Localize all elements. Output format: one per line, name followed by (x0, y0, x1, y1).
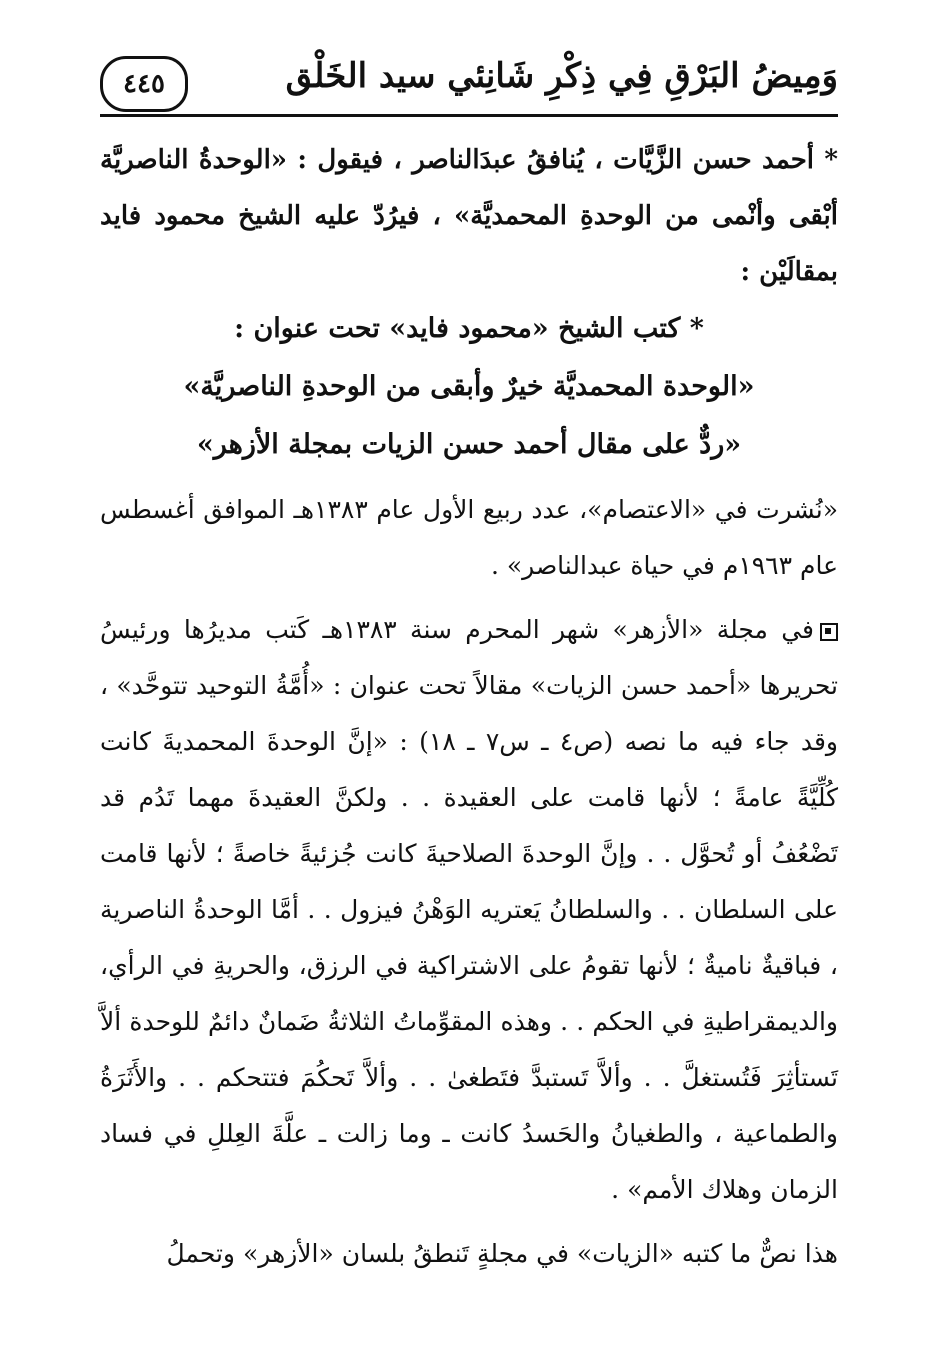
page-header (100, 48, 838, 118)
article-heading-line-3: «ردٌّ على مقال أحمد حسن الزيات بمجلة الأزهر» (196, 429, 742, 460)
paragraph-intro: * أحمد حسن الزَّيَّات ، يُنافقُ عبدَالناصر ، فيقول : «الوحدةُ الناصريَّة أبْقى وأنْمى من الوحدةِ المحمديَّة» ، فيرُدّ عليه الشيخ محمود فايد بمقالَيْن : (100, 145, 838, 287)
page-number-frame (100, 56, 188, 112)
book-title: وَمِيضُ البَرْقِ فِي ذِكْرِ شَانِئي سيد الخَلْق (285, 56, 838, 96)
article-heading-line-1: * كتب الشيخ «محمود فايد» تحت عنوان : (234, 313, 704, 344)
article-heading-line-2: «الوحدة المحمديَّة خيرٌ وأبقى من الوحدةِ الناصريَّة» (183, 371, 755, 402)
paragraph-quote-text: في مجلة «الأزهر» شهر المحرم سنة ١٣٨٣هـ كَتب مديرُها ورئيسُ تحريرها «أحمد حسن الزيات» مقالاً تحت عنوان : «أُمَّةُ التوحيد تتوحَّد» ، وقد جاء فيه ما نصه (ص٤ ـ س٧ ـ ١٨) : «إنَّ الوحدةَ المحمديةَ كانت كُلِّيَّةً عامةً ؛ لأنها قامت على العقيدة . . ولكنَّ العقيدةَ مهما تَدُم قد تَضْعُفُ أو تُحوَّل . . وإنَّ الوحدةَ الصلاحيةَ كانت جُزئيةً خاصةً ؛ لأنها قامت على السلطان . . والسلطانُ يَعتريه الوَهْنُ فيزول . . أمَّا الوحدةُ الناصرية ، فباقيةٌ ناميةٌ ؛ لأنها تقومُ على الاشتراكية في الرزق، والحريةِ في الرأي، والديمقراطيةِ في الحكم . . وهذه المقوِّماتُ الثلاثةُ ضَمانٌ دائمٌ للوحدة ألاَّ تَستأثِرَ فَتُستغلَّ . . وألاَّ تَستبدَّ فتَطغىٰ . . وألاَّ تَحكُمَ فتتحكم . . والأَثَرَةُ والطماعية ، والطغيانُ والحَسدُ كانت ـ وما زالت ـ علَّةَ العِللِ في فساد الزمان وهلاك الأمم» . (100, 615, 838, 1204)
page-body (100, 132, 838, 1282)
header-rule (100, 114, 838, 117)
page-number: ٤٤٥ (123, 69, 165, 99)
paragraph-quote (100, 602, 838, 1218)
square-bullet-icon (820, 623, 838, 641)
paragraph-closing: هذا نصٌّ ما كتبه «الزيات» في مجلةٍ تَنطقُ بلسان «الأزهر» وتحملُ (166, 1239, 838, 1268)
paragraph-publication-note: «نُشرت في «الاعتصام»، عدد ربيع الأول عام ١٣٨٣هـ الموافق أغسطس عام ١٩٦٣م في حياة عبدالناصر» . (100, 495, 839, 580)
